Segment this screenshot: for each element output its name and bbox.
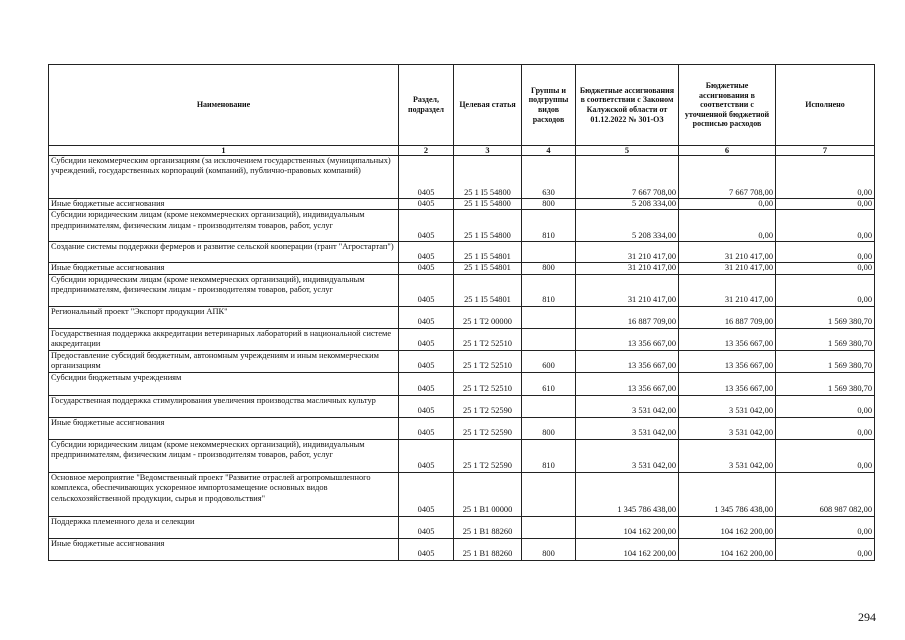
header-executed: Исполнено <box>776 65 875 146</box>
cell-target-article: 25 1 T2 52510 <box>454 350 522 372</box>
cell-section: 0405 <box>399 439 454 472</box>
cell-target-article: 25 1 T2 52510 <box>454 372 522 395</box>
cell-name: Субсидии юридическим лицам (кроме некоммерческих организаций), индивидуальным предпринимателям, физическим лицам - производителям товаров, работ, услуг <box>49 210 399 242</box>
cell-name: Региональный проект "Экспорт продукции АПК" <box>49 306 399 328</box>
cell-expense-group <box>522 328 576 350</box>
column-number: 2 <box>399 146 454 156</box>
column-number: 7 <box>776 146 875 156</box>
cell-section: 0405 <box>399 516 454 538</box>
cell-executed: 0,00 <box>776 242 875 263</box>
cell-expense-group <box>522 306 576 328</box>
table-row <box>49 395 875 417</box>
cell-roster-allocation: 0,00 <box>679 199 776 210</box>
table-row <box>49 242 875 263</box>
cell-roster-allocation: 31 210 417,00 <box>679 263 776 274</box>
header-roster-allocations: Бюджетные ассигнования в соответствии с уточненной бюджетной росписью расходов <box>679 65 776 146</box>
cell-name: Государственная поддержка стимулирования увеличения производства масличных культур <box>49 395 399 417</box>
cell-law-allocation: 7 667 708,00 <box>576 156 679 199</box>
table-row <box>49 372 875 395</box>
cell-section: 0405 <box>399 263 454 274</box>
cell-law-allocation: 31 210 417,00 <box>576 242 679 263</box>
cell-executed: 0,00 <box>776 538 875 560</box>
cell-executed: 0,00 <box>776 263 875 274</box>
column-number: 4 <box>522 146 576 156</box>
column-number: 1 <box>49 146 399 156</box>
cell-name: Иные бюджетные ассигнования <box>49 199 399 210</box>
column-number: 5 <box>576 146 679 156</box>
column-number: 6 <box>679 146 776 156</box>
cell-executed: 1 569 380,70 <box>776 372 875 395</box>
cell-roster-allocation: 104 162 200,00 <box>679 516 776 538</box>
cell-roster-allocation: 0,00 <box>679 210 776 242</box>
cell-name: Иные бюджетные ассигнования <box>49 417 399 439</box>
column-number: 3 <box>454 146 522 156</box>
table-row <box>49 538 875 560</box>
cell-target-article: 25 1 T2 52510 <box>454 328 522 350</box>
cell-name: Субсидии юридическим лицам (кроме некоммерческих организаций), индивидуальным предпринимателям, физическим лицам - производителям товаров, работ, услуг <box>49 274 399 306</box>
table-row <box>49 156 875 199</box>
cell-roster-allocation: 3 531 042,00 <box>679 395 776 417</box>
cell-law-allocation: 104 162 200,00 <box>576 538 679 560</box>
cell-section: 0405 <box>399 306 454 328</box>
cell-target-article: 25 1 B1 88260 <box>454 516 522 538</box>
header-target-article: Целевая статья <box>454 65 522 146</box>
cell-roster-allocation: 3 531 042,00 <box>679 439 776 472</box>
cell-executed: 0,00 <box>776 199 875 210</box>
cell-roster-allocation: 104 162 200,00 <box>679 538 776 560</box>
cell-law-allocation: 5 208 334,00 <box>576 210 679 242</box>
table-row <box>49 274 875 306</box>
cell-law-allocation: 3 531 042,00 <box>576 395 679 417</box>
cell-law-allocation: 31 210 417,00 <box>576 263 679 274</box>
cell-expense-group: 800 <box>522 263 576 274</box>
cell-law-allocation: 31 210 417,00 <box>576 274 679 306</box>
cell-roster-allocation: 13 356 667,00 <box>679 350 776 372</box>
table-row <box>49 263 875 274</box>
cell-section: 0405 <box>399 242 454 263</box>
header-section: Раздел, подраздел <box>399 65 454 146</box>
cell-name: Субсидии некоммерческим организациям (за исключением государственных (муниципальных) учреждений, государственных корпораций (компаний), публично-правовых компаний) <box>49 156 399 199</box>
cell-law-allocation: 13 356 667,00 <box>576 328 679 350</box>
table-row <box>49 472 875 516</box>
cell-expense-group: 810 <box>522 274 576 306</box>
cell-name: Поддержка племенного дела и селекции <box>49 516 399 538</box>
cell-expense-group: 610 <box>522 372 576 395</box>
cell-target-article: 25 1 I5 54801 <box>454 263 522 274</box>
table-row <box>49 199 875 210</box>
cell-target-article: 25 1 I5 54800 <box>454 156 522 199</box>
cell-executed: 1 569 380,70 <box>776 306 875 328</box>
cell-roster-allocation: 31 210 417,00 <box>679 274 776 306</box>
cell-target-article: 25 1 I5 54800 <box>454 210 522 242</box>
cell-name: Иные бюджетные ассигнования <box>49 263 399 274</box>
cell-target-article: 25 1 I5 54800 <box>454 199 522 210</box>
cell-section: 0405 <box>399 274 454 306</box>
cell-expense-group: 800 <box>522 417 576 439</box>
page-number: 294 <box>858 610 876 624</box>
cell-section: 0405 <box>399 328 454 350</box>
cell-section: 0405 <box>399 417 454 439</box>
cell-roster-allocation: 31 210 417,00 <box>679 242 776 263</box>
cell-roster-allocation: 1 345 786 438,00 <box>679 472 776 516</box>
cell-name: Предоставление субсидий бюджетным, автономным учреждениям и иным некоммерческим организациям <box>49 350 399 372</box>
cell-law-allocation: 1 345 786 438,00 <box>576 472 679 516</box>
cell-law-allocation: 13 356 667,00 <box>576 350 679 372</box>
header-law-allocations: Бюджетные ассигнования в соответствии с Законом Калужской области от 01.12.2022 № 301-ОЗ <box>576 65 679 146</box>
cell-expense-group: 800 <box>522 538 576 560</box>
cell-executed: 0,00 <box>776 395 875 417</box>
cell-expense-group: 800 <box>522 199 576 210</box>
cell-target-article: 25 1 T2 00000 <box>454 306 522 328</box>
table-row <box>49 516 875 538</box>
cell-expense-group <box>522 395 576 417</box>
cell-executed: 1 569 380,70 <box>776 328 875 350</box>
cell-section: 0405 <box>399 472 454 516</box>
cell-expense-group: 630 <box>522 156 576 199</box>
cell-expense-group: 810 <box>522 210 576 242</box>
cell-target-article: 25 1 B1 88260 <box>454 538 522 560</box>
cell-executed: 0,00 <box>776 156 875 199</box>
cell-section: 0405 <box>399 199 454 210</box>
cell-law-allocation: 5 208 334,00 <box>576 199 679 210</box>
cell-section: 0405 <box>399 156 454 199</box>
cell-law-allocation: 104 162 200,00 <box>576 516 679 538</box>
cell-executed: 0,00 <box>776 439 875 472</box>
cell-expense-group <box>522 472 576 516</box>
cell-executed: 0,00 <box>776 210 875 242</box>
cell-executed: 0,00 <box>776 417 875 439</box>
cell-section: 0405 <box>399 350 454 372</box>
cell-section: 0405 <box>399 372 454 395</box>
cell-name: Субсидии юридическим лицам (кроме некоммерческих организаций), индивидуальным предпринимателям, физическим лицам - производителям товаров, работ, услуг <box>49 439 399 472</box>
cell-executed: 1 569 380,70 <box>776 350 875 372</box>
cell-law-allocation: 3 531 042,00 <box>576 417 679 439</box>
header-name: Наименование <box>49 65 399 146</box>
cell-law-allocation: 13 356 667,00 <box>576 372 679 395</box>
cell-name: Государственная поддержка аккредитации ветеринарных лабораторий в национальной системе аккредитации <box>49 328 399 350</box>
cell-executed: 0,00 <box>776 516 875 538</box>
cell-roster-allocation: 7 667 708,00 <box>679 156 776 199</box>
cell-section: 0405 <box>399 210 454 242</box>
cell-name: Субсидии бюджетным учреждениям <box>49 372 399 395</box>
cell-law-allocation: 16 887 709,00 <box>576 306 679 328</box>
cell-target-article: 25 1 B1 00000 <box>454 472 522 516</box>
table-row <box>49 350 875 372</box>
cell-target-article: 25 1 I5 54801 <box>454 242 522 263</box>
cell-expense-group: 810 <box>522 439 576 472</box>
table-row <box>49 328 875 350</box>
cell-executed: 0,00 <box>776 274 875 306</box>
cell-expense-group <box>522 242 576 263</box>
cell-name: Основное мероприятие "Ведомственный проект "Развитие отраслей агропромышленного комплекса, обеспечивающих ускоренное импортозамещение основных видов сельскохозяйственной продукции, сырья и продовольствия" <box>49 472 399 516</box>
cell-law-allocation: 3 531 042,00 <box>576 439 679 472</box>
cell-executed: 608 987 082,00 <box>776 472 875 516</box>
table-row <box>49 439 875 472</box>
cell-name: Создание системы поддержки фермеров и развитие сельской кооперации (грант "Агростартап") <box>49 242 399 263</box>
cell-name: Иные бюджетные ассигнования <box>49 538 399 560</box>
cell-target-article: 25 1 I5 54801 <box>454 274 522 306</box>
cell-expense-group <box>522 516 576 538</box>
cell-target-article: 25 1 T2 52590 <box>454 417 522 439</box>
cell-expense-group: 600 <box>522 350 576 372</box>
cell-roster-allocation: 13 356 667,00 <box>679 328 776 350</box>
cell-roster-allocation: 3 531 042,00 <box>679 417 776 439</box>
table-row <box>49 417 875 439</box>
cell-section: 0405 <box>399 395 454 417</box>
cell-target-article: 25 1 T2 52590 <box>454 439 522 472</box>
cell-target-article: 25 1 T2 52590 <box>454 395 522 417</box>
cell-roster-allocation: 13 356 667,00 <box>679 372 776 395</box>
budget-table <box>48 64 875 561</box>
cell-section: 0405 <box>399 538 454 560</box>
table-row <box>49 306 875 328</box>
cell-roster-allocation: 16 887 709,00 <box>679 306 776 328</box>
header-expense-groups: Группы и подгруппы видов расходов <box>522 65 576 146</box>
table-row <box>49 210 875 242</box>
